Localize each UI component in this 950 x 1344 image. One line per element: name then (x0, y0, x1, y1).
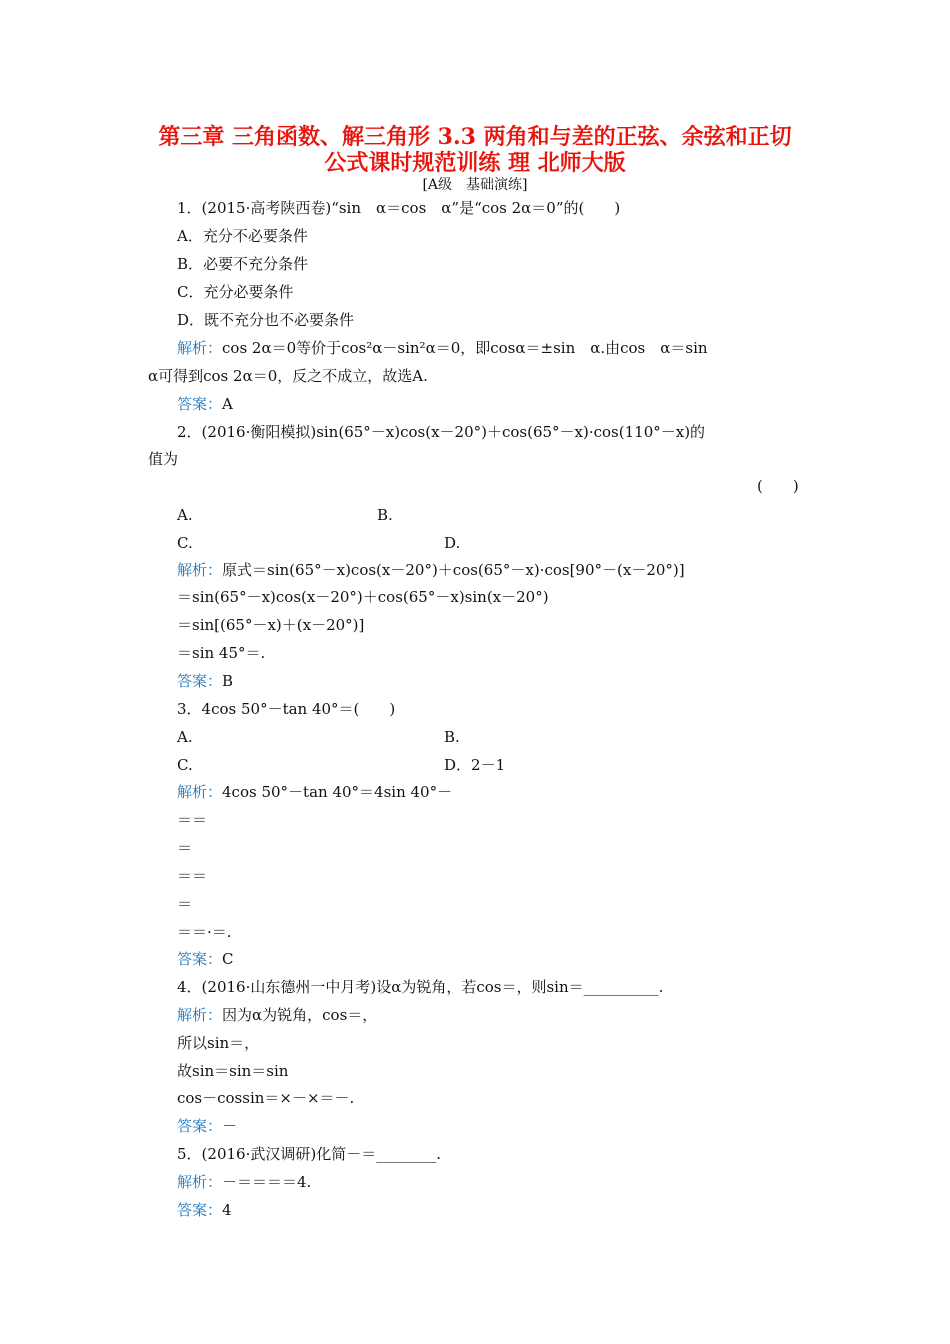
analysis-label: 解析： (177, 1173, 223, 1191)
q4-analysis-line1: 解析：因为α为锐角，cos＝， (177, 1006, 378, 1024)
document-title-line2: 公式课时规范训练 理 北师大版 (324, 150, 626, 176)
q4-analysis-line4: cos－cossin＝×－×＝－. (177, 1089, 355, 1107)
q5-analysis-line1: 解析：－＝＝＝＝4. (177, 1173, 312, 1191)
q3-stem: 3．4cos 50°－tan 40°＝( ) (177, 700, 396, 718)
q3-option-d: D．2－1 (444, 756, 506, 774)
q3-analysis-line3: ＝ (177, 839, 193, 857)
q2-option-d: D. (444, 534, 461, 552)
q2-option-c: C. (177, 534, 193, 552)
analysis-label: 解析： (177, 783, 223, 801)
q1-option-b: B．必要不充分条件 (177, 255, 309, 273)
q2-answer: 答案：B (177, 672, 234, 690)
answer-label: 答案： (177, 1201, 223, 1219)
level-label: [A级 基础演练] (422, 177, 528, 193)
q3-analysis-line4: ＝＝ (177, 867, 208, 885)
q2-option-b: B. (377, 506, 393, 524)
q3-option-a: A. (177, 728, 193, 746)
q1-stem: 1．(2015·高考陕西卷)“sin α＝cos α”是“cos 2α＝0”的( ) (177, 199, 621, 217)
analysis-label: 解析： (177, 561, 223, 579)
document-title-line1: 第三章 三角函数、解三角形 3.3 两角和与差的正弦、余弦和正切 (158, 124, 792, 150)
analysis-label: 解析： (177, 339, 223, 357)
q4-answer: 答案：－ (177, 1117, 238, 1135)
q2-stem-line1: 2．(2016·衡阳模拟)sin(65°－x)cos(x－20°)＋cos(65°－x)·cos(110°－x)的 (177, 423, 706, 441)
answer-label: 答案： (177, 950, 223, 968)
q1-answer: 答案：A (177, 395, 233, 413)
q5-stem: 5．(2016·武汉调研)化简－＝________. (177, 1145, 441, 1163)
answer-label: 答案： (177, 395, 223, 413)
answer-label: 答案： (177, 1117, 223, 1135)
q1-analysis-line1: 解析：cos 2α＝0等价于cos²α－sin²α＝0，即cosα＝±sin α.由cos α＝sin (177, 339, 708, 357)
q2-analysis-line1: 解析：原式＝sin(65°－x)cos(x－20°)＋cos(65°－x)·cos[90°－(x－20°)] (177, 561, 685, 579)
q1-option-a: A．充分不必要条件 (177, 227, 308, 245)
q1-option-d: D．既不充分也不必要条件 (177, 311, 355, 329)
analysis-label: 解析： (177, 1006, 223, 1024)
q5-answer: 答案：4 (177, 1201, 232, 1219)
answer-label: 答案： (177, 672, 223, 690)
q3-answer: 答案：C (177, 950, 234, 968)
q3-analysis-line5: ＝ (177, 895, 193, 913)
q2-analysis-line4: ＝sin 45°＝. (177, 644, 266, 662)
q4-analysis-line2: 所以sin＝， (177, 1034, 260, 1052)
q4-stem: 4．(2016·山东德州一中月考)设α为锐角，若cos＝，则sin＝__________. (177, 978, 664, 996)
q2-answer-paren: ( ) (757, 477, 799, 495)
q3-analysis-line6: ＝＝·＝. (177, 923, 232, 941)
q3-analysis-line2: ＝＝ (177, 811, 208, 829)
q1-analysis-line2: α可得到cos 2α＝0，反之不成立，故选A. (148, 367, 428, 385)
q2-analysis-line2: ＝sin(65°－x)cos(x－20°)＋cos(65°－x)sin(x－20°) (177, 588, 549, 606)
q3-option-c: C. (177, 756, 193, 774)
q3-analysis-line1: 解析：4cos 50°－tan 40°＝4sin 40°－ (177, 783, 453, 801)
q4-analysis-line3: 故sin＝sin＝sin (177, 1062, 289, 1080)
q2-option-a: A. (177, 506, 193, 524)
q2-analysis-line3: ＝sin[(65°－x)＋(x－20°)] (177, 616, 365, 634)
q3-option-b: B. (444, 728, 460, 746)
q2-stem-line2: 值为 (148, 450, 179, 468)
q1-option-c: C．充分必要条件 (177, 283, 294, 301)
